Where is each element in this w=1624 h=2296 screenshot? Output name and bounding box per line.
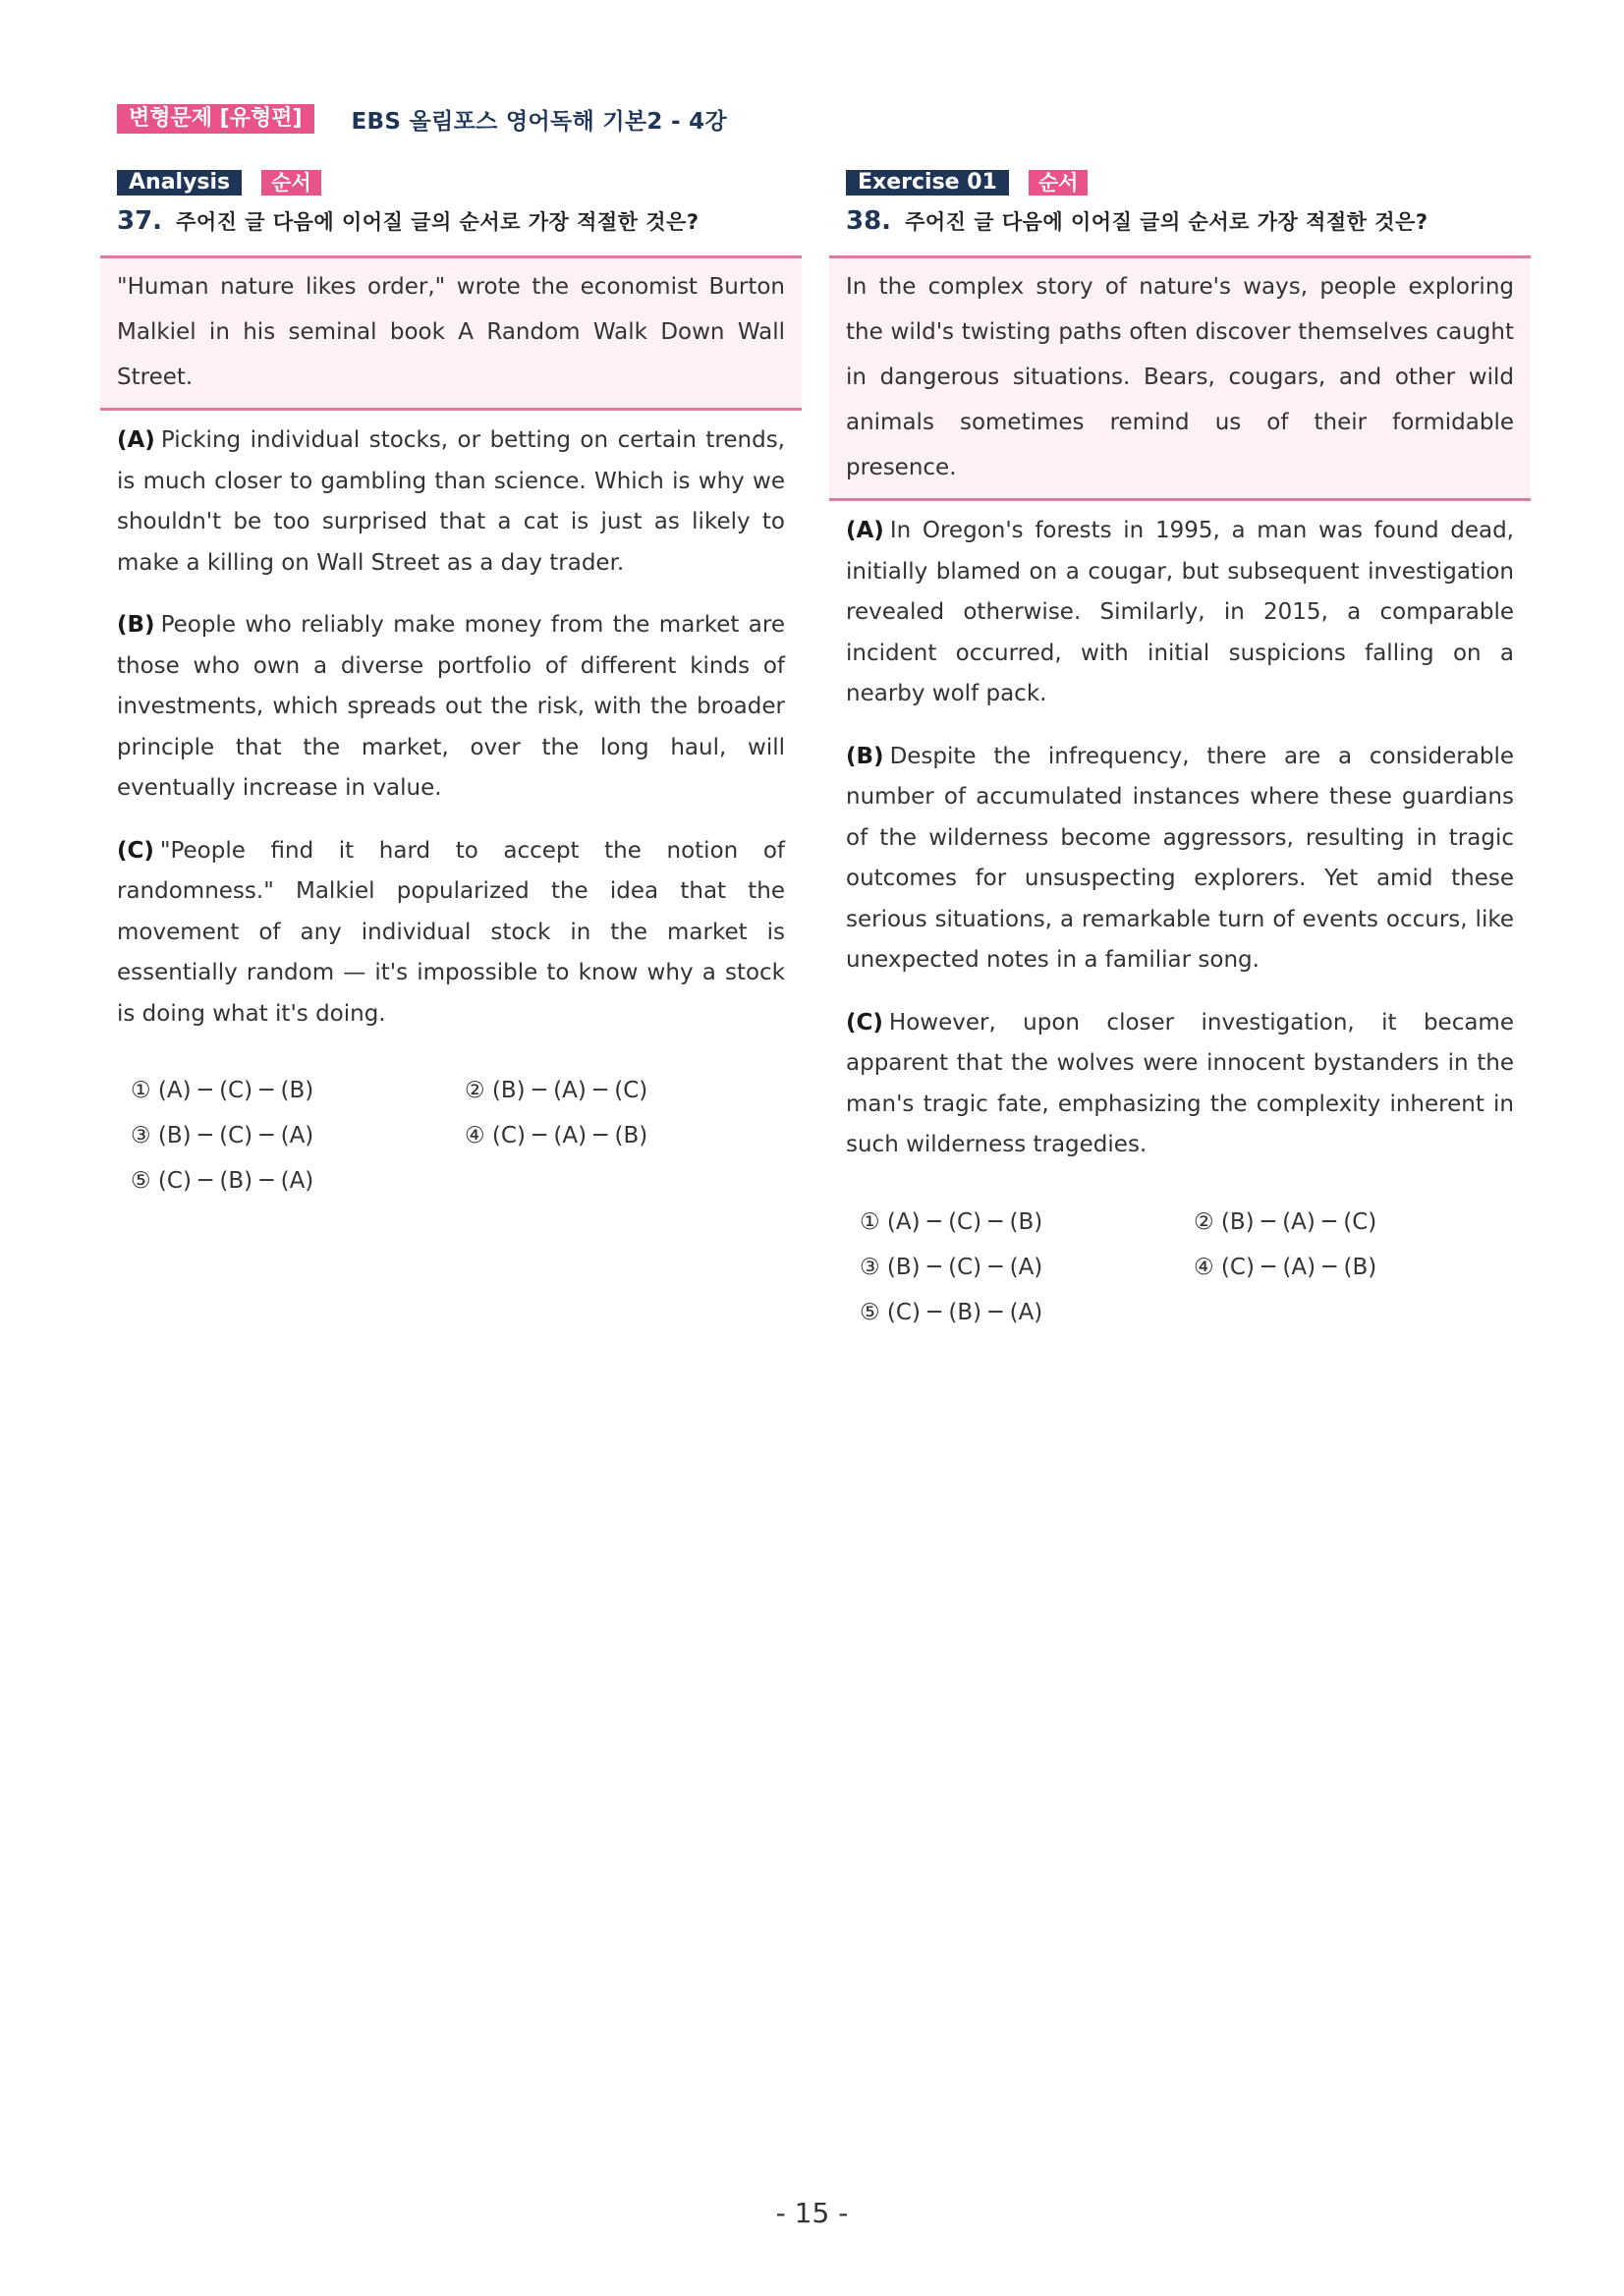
paragraph-label: (B) xyxy=(117,612,155,638)
page-header xyxy=(117,103,727,135)
question-38-column xyxy=(846,169,1545,1335)
page-number: - 15 - xyxy=(775,2197,849,2229)
question-tags xyxy=(117,169,816,196)
paragraph-a xyxy=(117,420,785,584)
choice-1[interactable]: ① (A) ─ (C) ─ (B) xyxy=(131,1078,314,1103)
given-passage-box xyxy=(100,255,802,411)
textbook-title: EBS 올림포스 영어독해 기본2 - 4강 xyxy=(351,108,727,135)
type-tag: 순서 xyxy=(1029,170,1089,196)
choice-4[interactable]: ④ (C) ─ (A) ─ (B) xyxy=(465,1123,648,1148)
answer-choices xyxy=(860,1200,1528,1335)
question-line xyxy=(846,206,1545,242)
analysis-tag: Analysis xyxy=(117,170,242,196)
paragraph-label: (A) xyxy=(846,518,884,543)
paragraph-text: However, upon closer investigation, it became apparent that the wolves were innocent bystanders in the man's tragic fate, emphasizing the complexity inherent in such wilderness tragedies. xyxy=(846,1009,1514,1157)
choice-5[interactable]: ⑤ (C) ─ (B) ─ (A) xyxy=(860,1299,1043,1325)
choice-2[interactable]: ② (B) ─ (A) ─ (C) xyxy=(465,1078,648,1103)
choice-3[interactable]: ③ (B) ─ (C) ─ (A) xyxy=(860,1254,1043,1280)
given-passage: "Human nature likes order," wrote the economist Burton Malkiel in his seminal book A Random Walk Down Wall Street. xyxy=(117,274,785,390)
paragraph-label: (B) xyxy=(846,743,884,769)
paragraph-label: (C) xyxy=(117,837,154,864)
type-tag: 순서 xyxy=(261,170,321,196)
paragraph-text: Despite the infrequency, there are a considerable number of accumulated instances where these guardians of the wilderness become aggressors, resulting in tragic outcomes for unsuspecting explorers. Yet amid these serious situations, a remarkable turn of events occurs, like unexpected notes in a familiar song. xyxy=(846,743,1514,973)
paragraph-label: (A) xyxy=(117,427,155,453)
exercise-tag: Exercise 01 xyxy=(846,170,1009,196)
answer-choices xyxy=(131,1068,799,1204)
question-37-column xyxy=(117,169,816,1204)
question-prompt: 주어진 글 다음에 이어질 글의 순서로 가장 적절한 것은? xyxy=(905,210,1428,234)
question-number: 37. xyxy=(117,206,163,236)
paragraph-c xyxy=(846,1003,1514,1166)
choice-3[interactable]: ③ (B) ─ (C) ─ (A) xyxy=(131,1123,314,1148)
paragraph-b xyxy=(846,737,1514,981)
paragraph-a xyxy=(846,511,1514,715)
paragraph-text: Picking individual stocks, or betting on certain trends, is much closer to gambling than science. Which is why we shouldn't be too surprised that a cat is just as likely to make a killing on Wall Street as a day trader. xyxy=(117,427,785,576)
paragraph-b xyxy=(117,605,785,810)
choice-4[interactable]: ④ (C) ─ (A) ─ (B) xyxy=(1194,1254,1377,1280)
category-badge: 변형문제 [유형편] xyxy=(117,104,314,134)
paragraph-label: (C) xyxy=(846,1009,883,1036)
question-line xyxy=(117,206,816,242)
given-passage-box xyxy=(829,255,1531,501)
question-number: 38. xyxy=(846,206,892,236)
paragraph-c xyxy=(117,831,785,1036)
paragraph-text: People who reliably make money from the market are those who own a diverse portfolio of different kinds of investments, which spreads out the risk, with the broader principle that the market, over the long haul, will eventually increase in value. xyxy=(117,612,785,801)
question-prompt: 주어진 글 다음에 이어질 글의 순서로 가장 적절한 것은? xyxy=(176,210,700,234)
choice-5[interactable]: ⑤ (C) ─ (B) ─ (A) xyxy=(131,1168,314,1194)
choice-2[interactable]: ② (B) ─ (A) ─ (C) xyxy=(1194,1208,1377,1235)
question-tags xyxy=(846,169,1545,196)
paragraph-text: In Oregon's forests in 1995, a man was found dead, initially blamed on a cougar, but subsequent investigation revealed otherwise. Similarly, in 2015, a comparable incident occurred, with initial suspicions falling on a nearby wolf pack. xyxy=(846,518,1514,706)
choice-1[interactable]: ① (A) ─ (C) ─ (B) xyxy=(860,1208,1043,1235)
given-passage: In the complex story of nature's ways, people exploring the wild's twisting paths often discover themselves caught in dangerous situations. Bears, cougars, and other wild animals sometimes remind us of their formidable presence. xyxy=(846,274,1514,480)
paragraph-text: "People find it hard to accept the notion of randomness." Malkiel popularized the idea that the movement of any individual stock in the market is essentially random — it's impossible to know why a stock is doing what it's doing. xyxy=(117,837,785,1027)
